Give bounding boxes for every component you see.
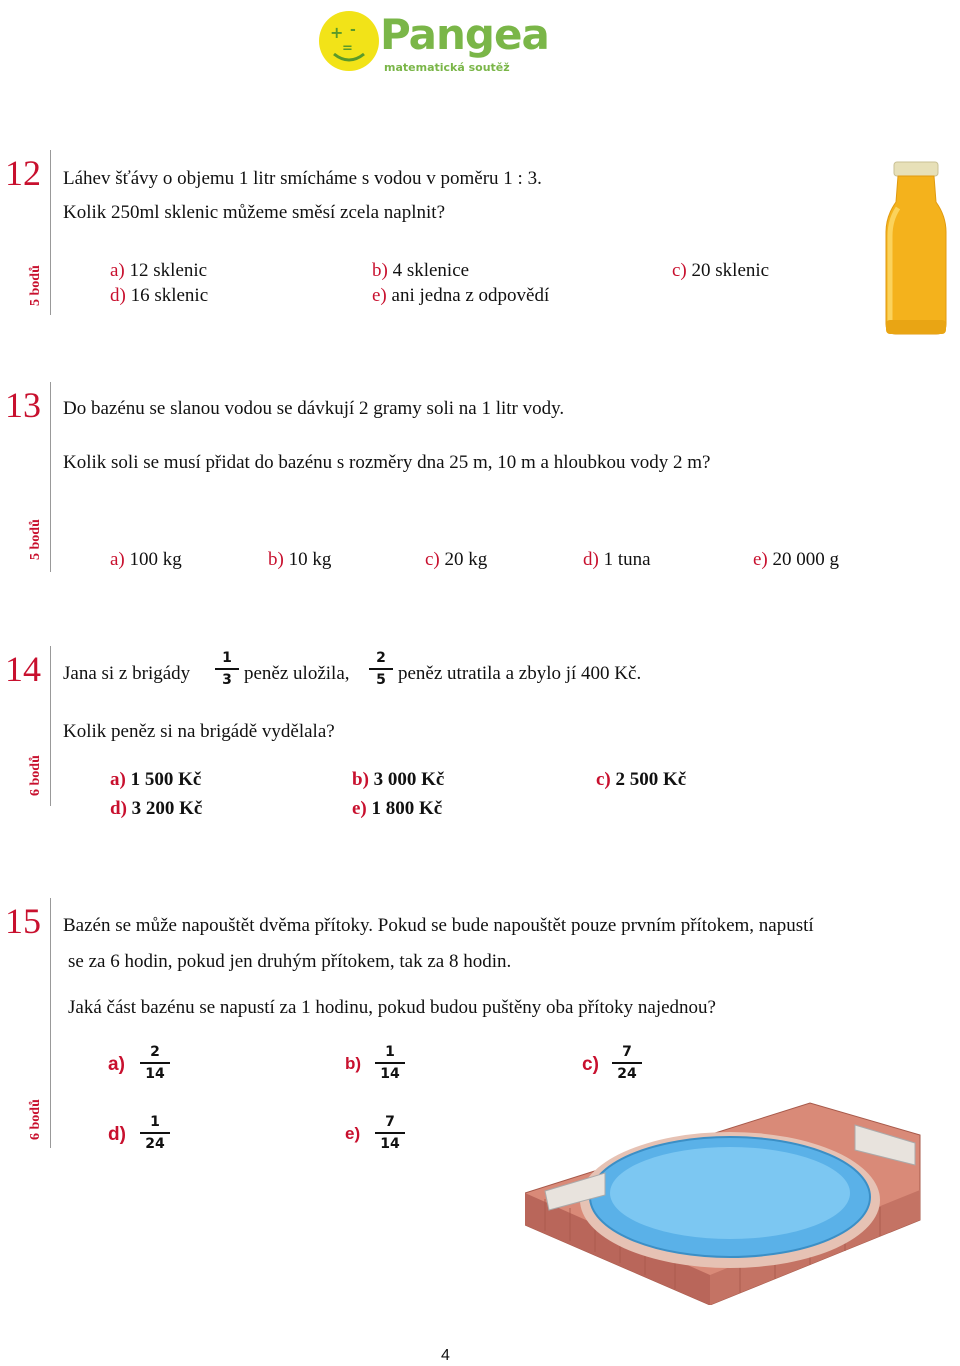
q14-fraction-two-fifths: 2 5 <box>367 650 395 688</box>
q12-option-d[interactable]: d) 16 sklenic <box>110 285 209 306</box>
q14-option-b[interactable]: b) 3 000 Kč <box>352 769 445 790</box>
question-15-line-1: Bazén se může napouštět dvěma přítoky. Pokud se bude napouštět pouze prvním přítokem, napustí <box>63 915 814 936</box>
q12-option-e[interactable]: e) ani jedna z odpovědí <box>372 285 550 306</box>
smiley-logo-icon <box>316 8 382 74</box>
q14-fraction-one-third: 1 3 <box>213 650 241 688</box>
q12-option-b[interactable]: b) 4 sklenice <box>372 260 470 281</box>
question-12-line-2: Kolik 250ml sklenic můžeme směsí zcela naplnit? <box>63 202 446 223</box>
question-14-number: 14 <box>5 649 41 689</box>
question-13-line-1: Do bazénu se slanou vodou se dávkují 2 gramy soli na 1 litr vody. <box>63 398 565 419</box>
question-15-number: 15 <box>5 901 41 941</box>
q13-option-e[interactable]: e) 20 000 g <box>753 549 840 570</box>
question-15-line-3: Jaká část bazénu se napustí za 1 hodinu, pokud budou puštěny oba přítoky najednou? <box>68 997 716 1018</box>
q13-option-c[interactable]: c) 20 kg <box>425 549 488 570</box>
q14-option-c[interactable]: c) 2 500 Kč <box>596 769 687 790</box>
question-13-divider <box>50 382 51 572</box>
question-12-divider <box>50 150 51 315</box>
svg-text:=: = <box>342 41 353 56</box>
q12-option-a[interactable]: a) 12 sklenic <box>110 260 208 281</box>
question-15-divider <box>50 898 51 1148</box>
logo-wordmark: Pangea <box>380 10 549 59</box>
question-15-points: 6 bodů <box>28 1099 43 1140</box>
pangea-logo <box>316 4 566 84</box>
q13-option-a[interactable]: a) 100 kg <box>110 549 182 570</box>
question-14-line-1c: peněz utratila a zbylo jí 400 Kč. <box>398 663 642 684</box>
svg-text:+: + <box>330 23 344 42</box>
q14-option-e[interactable]: e) 1 800 Kč <box>352 798 443 819</box>
question-14-divider <box>50 646 51 806</box>
q14-option-a[interactable]: a) 1 500 Kč <box>110 769 202 790</box>
juice-bottle-image <box>880 158 952 338</box>
q12-option-c[interactable]: c) 20 sklenic <box>672 260 770 281</box>
pool-image <box>525 1095 925 1305</box>
question-12-line-1: Láhev šťávy o objemu 1 litr smícháme s vodou v poměru 1 : 3. <box>63 168 542 189</box>
question-14-line-1a: Jana si z brigády <box>63 663 191 684</box>
question-12-points: 5 bodů <box>28 265 43 306</box>
question-14-line-2: Kolik peněz si na brigádě vydělala? <box>63 721 335 742</box>
q13-option-b[interactable]: b) 10 kg <box>268 549 332 570</box>
question-13-number: 13 <box>5 385 41 425</box>
page-number: 4 <box>441 1347 450 1364</box>
question-13-points: 5 bodů <box>28 519 43 560</box>
question-12-number: 12 <box>5 153 41 193</box>
svg-text:-: - <box>350 22 356 38</box>
q14-option-d[interactable]: d) 3 200 Kč <box>110 798 203 819</box>
question-13-line-2: Kolik soli se musí přidat do bazénu s rozměry dna 25 m, 10 m a hloubkou vody 2 m? <box>63 452 711 473</box>
question-14-line-1b: peněz uložila, <box>244 663 350 684</box>
question-15-line-2: se za 6 hodin, pokud jen druhým přítokem, tak za 8 hodin. <box>68 951 512 972</box>
question-14-points: 6 bodů <box>28 755 43 796</box>
q13-option-d[interactable]: d) 1 tuna <box>583 549 651 570</box>
logo-subtitle: matematická soutěž <box>384 61 510 74</box>
